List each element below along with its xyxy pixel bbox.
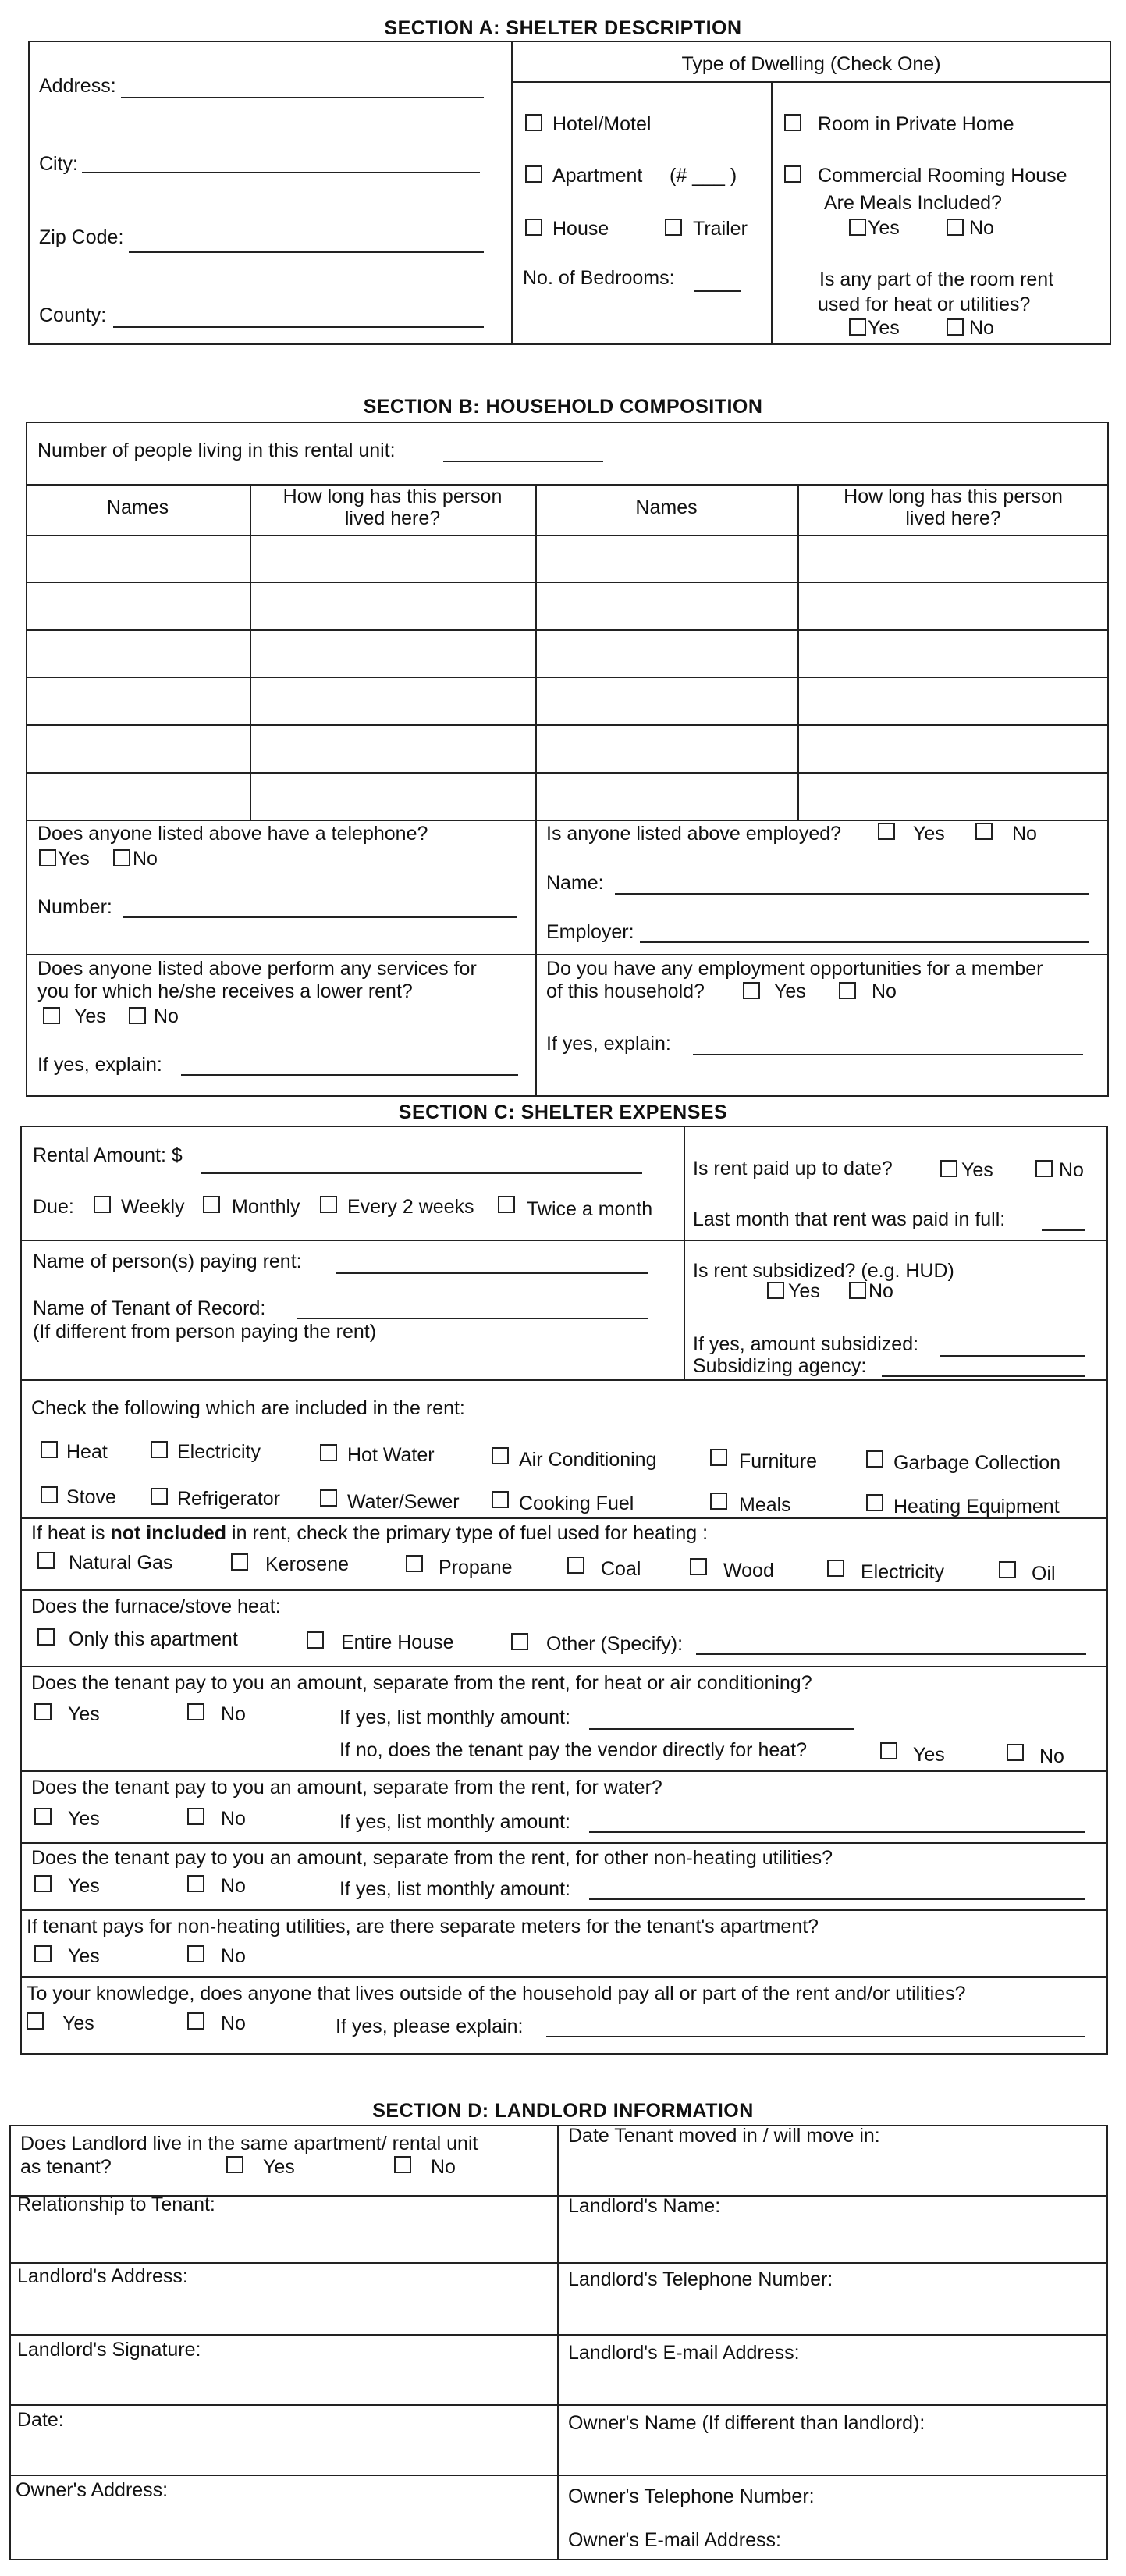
if-different-note: (If different from person paying the rent)	[33, 1321, 377, 1343]
owner-email-label[interactable]: Owner's E-mail Address:	[568, 2529, 781, 2551]
employer-label: Employer:	[546, 921, 634, 943]
room-rent-question-1: Is any part of the room rent	[819, 269, 1054, 290]
water-sewer-checkbox[interactable]	[320, 1489, 337, 1507]
services-explain-field[interactable]	[181, 1074, 518, 1076]
section-a-title: SECTION A: SHELTER DESCRIPTION	[384, 17, 742, 39]
outside-no-checkbox[interactable]	[187, 2012, 204, 2030]
services-explain-label: If yes, explain:	[37, 1054, 162, 1076]
wood-checkbox[interactable]	[690, 1558, 707, 1575]
water-sewer-label: Water/Sewer	[347, 1491, 460, 1513]
col-howlong-1a: How long has this person	[282, 486, 503, 507]
meals-included-question: Are Meals Included?	[824, 192, 1002, 214]
employment-opps-yes-label: Yes	[774, 980, 806, 1002]
furniture-checkbox[interactable]	[710, 1449, 727, 1466]
meals-checkbox[interactable]	[710, 1493, 727, 1510]
other-util-yes-label: Yes	[68, 1875, 100, 1897]
natural-gas-label: Natural Gas	[69, 1552, 173, 1574]
employment-opps-question-1: Do you have any employment opportunities for a member	[546, 958, 1043, 980]
table-row[interactable]	[26, 582, 1109, 583]
meals-no-label: No	[969, 217, 994, 239]
heat-vendor-yes-label: Yes	[913, 1744, 945, 1766]
room-private-checkbox[interactable]	[784, 114, 801, 131]
hot-water-label: Hot Water	[347, 1444, 435, 1466]
name-label: Name:	[546, 872, 604, 894]
room-rent-no-checkbox[interactable]	[947, 318, 964, 336]
kerosene-checkbox[interactable]	[231, 1553, 248, 1571]
bedrooms-label: No. of Bedrooms:	[523, 267, 675, 289]
tenant-record-field[interactable]	[297, 1318, 648, 1319]
heat-checkbox[interactable]	[41, 1441, 58, 1458]
last-month-field[interactable]	[1042, 1229, 1085, 1231]
water-question: Does the tenant pay to you an amount, separate from the rent, for water?	[31, 1777, 662, 1799]
hotel-checkbox[interactable]	[525, 114, 542, 131]
stove-label: Stove	[66, 1486, 116, 1508]
monthly-checkbox[interactable]	[203, 1196, 220, 1213]
employment-opps-no-checkbox[interactable]	[839, 982, 856, 999]
stove-checkbox[interactable]	[41, 1486, 58, 1503]
amount-subsidized-field[interactable]	[940, 1355, 1085, 1357]
landlord-address-label[interactable]: Landlord's Address:	[17, 2265, 188, 2287]
oil-label: Oil	[1032, 1563, 1056, 1585]
employment-opps-yes-checkbox[interactable]	[743, 982, 760, 999]
electricity-checkbox[interactable]	[151, 1441, 168, 1458]
meals-no-checkbox[interactable]	[947, 219, 964, 236]
only-apartment-checkbox[interactable]	[37, 1628, 55, 1646]
other-specify-label: Other (Specify):	[546, 1633, 684, 1655]
meals-label: Meals	[739, 1494, 791, 1516]
coal-label: Coal	[601, 1558, 641, 1580]
water-yes-label: Yes	[68, 1808, 100, 1830]
table-row[interactable]	[26, 772, 1109, 774]
outside-yes-label: Yes	[62, 2012, 94, 2034]
air-conditioning-checkbox[interactable]	[492, 1447, 509, 1464]
rent-paid-no-label: No	[1059, 1159, 1084, 1181]
city-field[interactable]	[82, 172, 480, 173]
heating-equipment-label: Heating Equipment	[893, 1496, 1060, 1517]
heat-vendor-yes-checkbox[interactable]	[880, 1742, 897, 1759]
meters-no-checkbox[interactable]	[187, 1945, 204, 1962]
kerosene-label: Kerosene	[265, 1553, 350, 1575]
services-question-2: you for which he/she receives a lower rent?	[37, 980, 413, 1002]
landlord-live-no-label: No	[431, 2156, 456, 2178]
heat-vendor-no-checkbox[interactable]	[1007, 1744, 1024, 1761]
meals-yes-checkbox[interactable]	[849, 219, 866, 236]
room-rent-yes-label: Yes	[868, 317, 900, 339]
commercial-rooming-checkbox[interactable]	[784, 165, 801, 183]
services-no-checkbox[interactable]	[129, 1007, 146, 1024]
other-util-no-checkbox[interactable]	[187, 1875, 204, 1892]
other-heat-checkbox[interactable]	[511, 1633, 528, 1650]
other-util-no-label: No	[221, 1875, 246, 1897]
name-field[interactable]	[615, 893, 1089, 895]
employed-yes-label: Yes	[913, 823, 945, 845]
services-question-1: Does anyone listed above perform any services for	[37, 958, 477, 980]
rent-paid-question: Is rent paid up to date?	[693, 1158, 893, 1179]
room-rent-no-label: No	[969, 317, 994, 339]
room-rent-question-2: used for heat or utilities?	[818, 294, 1031, 315]
coal-checkbox[interactable]	[567, 1557, 584, 1574]
check-following-label: Check the following which are included in the rent:	[31, 1397, 465, 1419]
num-people-field[interactable]	[443, 461, 603, 462]
num-people-label: Number of people living in this rental unit:	[37, 439, 396, 461]
electricity-label: Electricity	[177, 1441, 261, 1463]
col-howlong-1b: lived here?	[344, 507, 441, 529]
rent-paid-yes-label: Yes	[961, 1159, 993, 1181]
zip-label: Zip Code:	[39, 226, 124, 248]
twice-label: Twice a month	[527, 1198, 653, 1220]
cooking-fuel-checkbox[interactable]	[492, 1491, 509, 1508]
water-no-checkbox[interactable]	[187, 1808, 204, 1825]
employment-explain-label: If yes, explain:	[546, 1033, 671, 1055]
garbage-checkbox[interactable]	[866, 1450, 883, 1468]
county-field[interactable]	[113, 326, 484, 328]
heat-ac-yes-label: Yes	[68, 1703, 100, 1725]
commercial-rooming-label: Commercial Rooming House	[818, 165, 1067, 187]
rent-paid-yes-checkbox[interactable]	[940, 1160, 957, 1177]
persons-paying-field[interactable]	[336, 1272, 648, 1274]
weekly-label: Weekly	[121, 1196, 185, 1218]
telephone-question: Does anyone listed above have a telephone?	[37, 823, 428, 845]
electricity-fuel-checkbox[interactable]	[827, 1560, 844, 1577]
number-label: Number:	[37, 896, 112, 918]
landlord-live-question-1: Does Landlord live in the same apartment/ rental unit	[20, 2133, 478, 2154]
outside-no-label: No	[221, 2012, 246, 2034]
number-field[interactable]	[123, 916, 517, 918]
heat-label: Heat	[66, 1441, 108, 1463]
water-monthly-label: If yes, list monthly amount:	[339, 1811, 570, 1833]
landlord-name-label[interactable]: Landlord's Name:	[568, 2195, 721, 2217]
refrigerator-checkbox[interactable]	[151, 1488, 168, 1505]
landlord-phone-label[interactable]: Landlord's Telephone Number:	[568, 2268, 833, 2290]
trailer-checkbox[interactable]	[665, 219, 682, 236]
zip-field[interactable]	[129, 251, 484, 253]
employer-field[interactable]	[640, 941, 1089, 943]
hotel-label: Hotel/Motel	[552, 113, 652, 135]
due-label: Due:	[33, 1196, 74, 1218]
cooking-fuel-label: Cooking Fuel	[519, 1493, 634, 1514]
owner-name-label[interactable]: Owner's Name (If different than landlord):	[568, 2412, 925, 2434]
heat-ac-yes-checkbox[interactable]	[34, 1703, 52, 1720]
section-d-title: SECTION D: LANDLORD INFORMATION	[372, 2100, 754, 2122]
rental-amount-label: Rental Amount: $	[33, 1144, 183, 1166]
other-util-question: Does the tenant pay to you an amount, separate from the rent, for other non-heating utilities?	[31, 1847, 833, 1869]
subsidized-no-label: No	[868, 1280, 893, 1302]
landlord-live-yes-label: Yes	[263, 2156, 295, 2178]
entire-house-label: Entire House	[341, 1631, 454, 1653]
telephone-no-label: No	[133, 848, 158, 870]
col-names-2: Names	[635, 496, 698, 518]
employed-no-label: No	[1012, 823, 1037, 845]
employment-opps-no-label: No	[872, 980, 897, 1002]
bedrooms-field[interactable]	[694, 290, 741, 292]
section-b-title: SECTION B: HOUSEHOLD COMPOSITION	[363, 396, 763, 418]
employment-explain-field[interactable]	[693, 1054, 1083, 1055]
refrigerator-label: Refrigerator	[177, 1488, 280, 1510]
water-no-label: No	[221, 1808, 246, 1830]
furniture-label: Furniture	[739, 1450, 818, 1472]
twice-checkbox[interactable]	[498, 1196, 515, 1213]
table-row[interactable]	[26, 677, 1109, 678]
subsidized-yes-label: Yes	[788, 1280, 820, 1302]
room-private-label: Room in Private Home	[818, 113, 1014, 135]
subsidized-no-checkbox[interactable]	[849, 1282, 866, 1299]
monthly-label: Monthly	[232, 1196, 300, 1218]
wood-label: Wood	[723, 1560, 774, 1582]
heat-ac-no-checkbox[interactable]	[187, 1703, 204, 1720]
meters-yes-label: Yes	[68, 1945, 100, 1967]
only-apartment-label: Only this apartment	[69, 1628, 238, 1650]
garbage-label: Garbage Collection	[893, 1452, 1061, 1474]
other-specify-field[interactable]	[696, 1653, 1086, 1655]
weekly-checkbox[interactable]	[94, 1196, 111, 1213]
services-no-label: No	[154, 1005, 179, 1027]
meters-question: If tenant pays for non-heating utilities, are there separate meters for the tenant's apartment?	[27, 1916, 819, 1937]
other-util-monthly-field[interactable]	[589, 1898, 1085, 1900]
electricity-fuel-label: Electricity	[861, 1561, 944, 1583]
trailer-label: Trailer	[693, 218, 748, 240]
table-row[interactable]	[26, 629, 1109, 631]
natural-gas-checkbox[interactable]	[37, 1552, 55, 1569]
heating-equipment-checkbox[interactable]	[866, 1494, 883, 1511]
furnace-question: Does the furnace/stove heat:	[31, 1596, 281, 1617]
owner-address-label[interactable]: Owner's Address:	[16, 2479, 169, 2501]
water-yes-checkbox[interactable]	[34, 1808, 52, 1825]
heat-ac-monthly-label: If yes, list monthly amount:	[339, 1706, 570, 1728]
heat-ac-monthly-field[interactable]	[589, 1728, 854, 1730]
room-rent-yes-checkbox[interactable]	[849, 318, 866, 336]
telephone-no-checkbox[interactable]	[113, 849, 130, 866]
heat-ac-no-label: No	[221, 1703, 246, 1725]
propane-checkbox[interactable]	[406, 1555, 423, 1572]
meters-yes-checkbox[interactable]	[34, 1945, 52, 1962]
air-conditioning-label: Air Conditioning	[519, 1449, 657, 1471]
outside-explain-field[interactable]	[546, 2036, 1085, 2037]
landlord-email-label[interactable]: Landlord's E-mail Address:	[568, 2342, 800, 2364]
house-label: House	[552, 218, 609, 240]
every2-checkbox[interactable]	[320, 1196, 337, 1213]
subsidizing-agency-label: Subsidizing agency:	[693, 1355, 867, 1377]
persons-paying-label: Name of person(s) paying rent:	[33, 1251, 302, 1272]
entire-house-checkbox[interactable]	[307, 1631, 324, 1649]
section-c-title: SECTION C: SHELTER EXPENSES	[398, 1101, 728, 1123]
landlord-signature-label[interactable]: Landlord's Signature:	[17, 2339, 201, 2361]
rental-amount-field[interactable]	[201, 1172, 642, 1174]
landlord-live-question-2: as tenant?	[20, 2156, 112, 2178]
apartment-label: Apartment	[552, 165, 643, 187]
dwelling-header: Type of Dwelling (Check One)	[681, 53, 941, 75]
rent-paid-no-checkbox[interactable]	[1035, 1160, 1053, 1177]
employment-opps-question-2: of this household?	[546, 980, 705, 1002]
heat-ac-question: Does the tenant pay to you an amount, separate from the rent, for heat or air conditioning?	[31, 1672, 812, 1694]
address-label: Address:	[39, 75, 116, 97]
landlord-live-yes-checkbox[interactable]	[226, 2156, 243, 2173]
employed-no-checkbox[interactable]	[975, 823, 993, 840]
address-field[interactable]	[121, 97, 484, 98]
services-yes-label: Yes	[74, 1005, 106, 1027]
other-util-monthly-label: If yes, list monthly amount:	[339, 1878, 570, 1900]
hot-water-checkbox[interactable]	[320, 1444, 337, 1461]
telephone-yes-checkbox[interactable]	[39, 849, 56, 866]
services-yes-checkbox[interactable]	[43, 1007, 60, 1024]
apartment-checkbox[interactable]	[525, 165, 542, 183]
outside-explain-label: If yes, please explain:	[336, 2016, 524, 2037]
outside-question: To your knowledge, does anyone that lives outside of the household pay all or part of the rent and/or utilities?	[27, 1983, 966, 2005]
date-label[interactable]: Date:	[17, 2409, 64, 2431]
heat-vendor-question: If no, does the tenant pay the vendor directly for heat?	[339, 1739, 807, 1761]
outside-yes-checkbox[interactable]	[27, 2012, 44, 2030]
date-moved-label[interactable]: Date Tenant moved in / will move in:	[568, 2125, 880, 2147]
apartment-number[interactable]: (# ___ )	[670, 165, 737, 187]
col-howlong-2b: lived here?	[905, 507, 1001, 529]
landlord-live-no-checkbox[interactable]	[394, 2156, 411, 2173]
oil-checkbox[interactable]	[999, 1561, 1016, 1578]
subsidized-yes-checkbox[interactable]	[767, 1282, 784, 1299]
telephone-yes-label: Yes	[58, 848, 90, 870]
other-util-yes-checkbox[interactable]	[34, 1875, 52, 1892]
employed-yes-checkbox[interactable]	[878, 823, 895, 840]
table-row[interactable]	[26, 724, 1109, 726]
meals-yes-label: Yes	[868, 217, 900, 239]
propane-label: Propane	[439, 1557, 513, 1578]
last-month-label: Last month that rent was paid in full:	[693, 1208, 1006, 1230]
relationship-label[interactable]: Relationship to Tenant:	[17, 2194, 215, 2215]
city-label: City:	[39, 153, 78, 175]
water-monthly-field[interactable]	[589, 1831, 1085, 1833]
every2-label: Every 2 weeks	[347, 1196, 474, 1218]
subsidizing-agency-field[interactable]	[882, 1375, 1085, 1377]
heat-not-included-question: If heat is not included in rent, check the primary type of fuel used for heating :	[31, 1522, 709, 1544]
county-label: County:	[39, 304, 107, 326]
employed-question: Is anyone listed above employed?	[546, 823, 842, 845]
amount-subsidized-label: If yes, amount subsidized:	[693, 1333, 919, 1355]
subsidized-question: Is rent subsidized? (e.g. HUD)	[693, 1260, 954, 1282]
meters-no-label: No	[221, 1945, 246, 1967]
col-howlong-2a: How long has this person	[844, 486, 1063, 507]
col-names-1: Names	[106, 496, 169, 518]
house-checkbox[interactable]	[525, 219, 542, 236]
owner-phone-label[interactable]: Owner's Telephone Number:	[568, 2485, 815, 2507]
heat-vendor-no-label: No	[1039, 1745, 1064, 1767]
tenant-record-label: Name of Tenant of Record:	[33, 1297, 266, 1319]
